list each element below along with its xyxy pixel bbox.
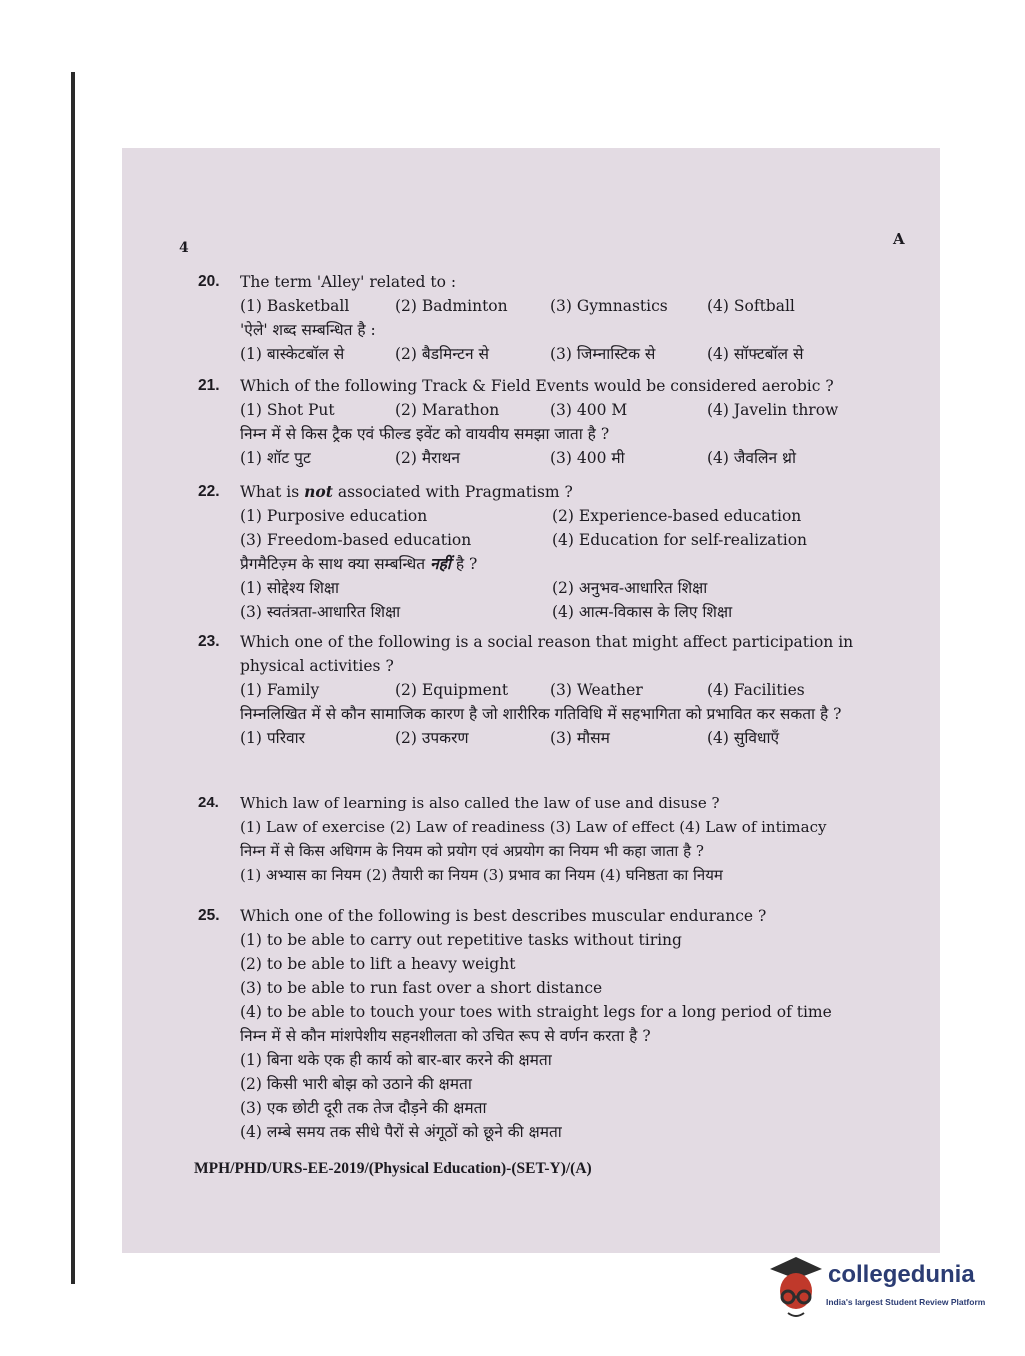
question-number: 22.: [198, 483, 220, 500]
option-4: (4) to be able to touch your toes with straight legs for a long period of time: [240, 1003, 832, 1021]
option-1: (1) परिवार: [240, 729, 306, 747]
collegedunia-watermark: [766, 1255, 996, 1325]
options-en: [240, 678, 913, 702]
options-en: [240, 398, 913, 422]
option-4: (4) Softball: [707, 297, 795, 315]
options-hi: [240, 446, 913, 470]
question-text-en: Which of the following Track & Field Events would be considered aerobic ?: [240, 377, 834, 395]
question-number: 23.: [198, 633, 220, 650]
option-2: (2) अनुभव-आधारित शिक्षा: [552, 579, 708, 597]
option-2: (2) Marathon: [395, 401, 500, 419]
option-1: (1) to be able to carry out repetitive tasks without tiring: [240, 931, 682, 949]
page-number: 4: [179, 240, 189, 256]
option-4: (4) सॉफ्टबॉल से: [707, 345, 804, 363]
option-4: (4) Javelin throw: [707, 401, 839, 419]
options-hi: [240, 342, 913, 366]
question-number: 20.: [198, 273, 220, 290]
option-1: (1) Basketball: [240, 297, 350, 315]
scan-edge: [71, 72, 75, 1284]
collegedunia-logo-icon: [766, 1255, 826, 1323]
option-4: (4) सुविधाएँ: [707, 729, 780, 747]
option-1: (1) शॉट पुट: [240, 449, 311, 467]
option-1: (1) बिना थके एक ही कार्य को बार-बार करने की क्षमता: [240, 1051, 552, 1069]
option-3: (3) to be able to run fast over a short distance: [240, 979, 603, 997]
option-2: (2) उपकरण: [395, 729, 469, 747]
question-22: [198, 480, 913, 624]
question-text-hi: प्रैगमैटिज़्म के साथ क्या सम्बन्धित नहीं है ?: [240, 554, 478, 573]
option-1: (1) Shot Put: [240, 401, 335, 419]
question-text-en: Which law of learning is also called the law of use and disuse ?: [240, 794, 720, 812]
option-4: (4) जैवलिन थ्रो: [707, 449, 796, 467]
question-text-en: The term 'Alley' related to :: [240, 273, 457, 291]
option-2: (2) to be able to lift a heavy weight: [240, 955, 516, 973]
question-20: [198, 270, 913, 366]
option-4: (4) Facilities: [707, 681, 805, 699]
option-3: (3) एक छोटी दूरी तक तेज दौड़ने की क्षमता: [240, 1099, 487, 1117]
option-1: (1) Purposive education: [240, 507, 428, 525]
question-text-hi: निम्नलिखित में से कौन सामाजिक कारण है जो शारीरिक गतिविधि में सहभागिता को प्रभावित कर सकता है ?: [240, 705, 842, 723]
question-text-hi: निम्न में से किस अधिगम के नियम को प्रयोग एवं अप्रयोग का नियम भी कहा जाता है ?: [240, 842, 704, 860]
paper-code-footer: MPH/PHD/URS-EE-2019/(Physical Education)-(SET-Y)/(A): [194, 1160, 592, 1177]
options-en: [240, 294, 913, 318]
options-en: (1) Law of exercise (2) Law of readiness (3) Law of effect (4) Law of intimacy: [240, 818, 827, 836]
question-text-hi: निम्न में से किस ट्रैक एवं फील्ड इवेंट को वायवीय समझा जाता है ?: [240, 425, 610, 443]
set-letter: A: [893, 230, 905, 248]
options-hi: [240, 576, 913, 624]
question-text-hi: निम्न में से कौन मांशपेशीय सहनशीलता को उचित रूप से वर्णन करता है ?: [240, 1027, 651, 1045]
option-3: (3) 400 मी: [550, 449, 625, 467]
question-text-hi: 'ऐले' शब्द सम्बन्धित है :: [240, 321, 376, 339]
option-1: (1) बास्केटबॉल से: [240, 345, 345, 363]
options-hi: (1) अभ्यास का नियम (2) तैयारी का नियम (3) प्रभाव का नियम (4) घनिष्ठता का नियम: [240, 866, 723, 884]
option-2: (2) मैराथन: [395, 449, 461, 467]
option-2: (2) बैडमिन्टन से: [395, 345, 489, 363]
option-2: (2) Experience-based education: [552, 507, 802, 525]
option-2: (2) Equipment: [395, 681, 509, 699]
question-text-en: Which one of the following is best describes muscular endurance ?: [240, 907, 767, 925]
option-3: (3) जिम्नास्टिक से: [550, 345, 656, 363]
question-number: 24.: [198, 794, 219, 811]
options-en: [240, 504, 913, 552]
emphasis: नहीं: [430, 554, 451, 573]
question-21: [198, 374, 913, 470]
option-4: (4) Education for self-realization: [552, 531, 808, 549]
option-3: (3) मौसम: [550, 729, 610, 747]
option-3: (3) Weather: [550, 681, 643, 699]
question-23: [198, 630, 913, 750]
emphasis: not: [304, 482, 333, 501]
option-2: (2) किसी भारी बोझ को उठाने की क्षमता: [240, 1075, 472, 1093]
question-text-en: Which one of the following is a social reason that might affect participation in physical activities ?: [240, 633, 854, 675]
question-number: 25.: [198, 907, 220, 924]
option-1: (1) सोद्देश्य शिक्षा: [240, 579, 340, 597]
option-4: (4) आत्म-विकास के लिए शिक्षा: [552, 603, 733, 621]
option-4: (4) लम्बे समय तक सीधे पैरों से अंगूठों को छूने की क्षमता: [240, 1123, 562, 1141]
options-hi: [240, 726, 913, 750]
question-number: 21.: [198, 377, 220, 394]
watermark-name: collegedunia: [828, 1261, 975, 1288]
question-24: [198, 791, 913, 887]
option-3: (3) Gymnastics: [550, 297, 668, 315]
option-2: (2) Badminton: [395, 297, 508, 315]
option-3: (3) 400 M: [550, 401, 628, 419]
option-3: (3) Freedom-based education: [240, 531, 472, 549]
question-text-en: What is not associated with Pragmatism ?: [240, 482, 573, 501]
option-3: (3) स्वतंत्रता-आधारित शिक्षा: [240, 603, 401, 621]
watermark-tagline: India's largest Student Review Platform: [826, 1297, 986, 1307]
option-1: (1) Family: [240, 681, 320, 699]
question-25: [198, 904, 913, 1144]
